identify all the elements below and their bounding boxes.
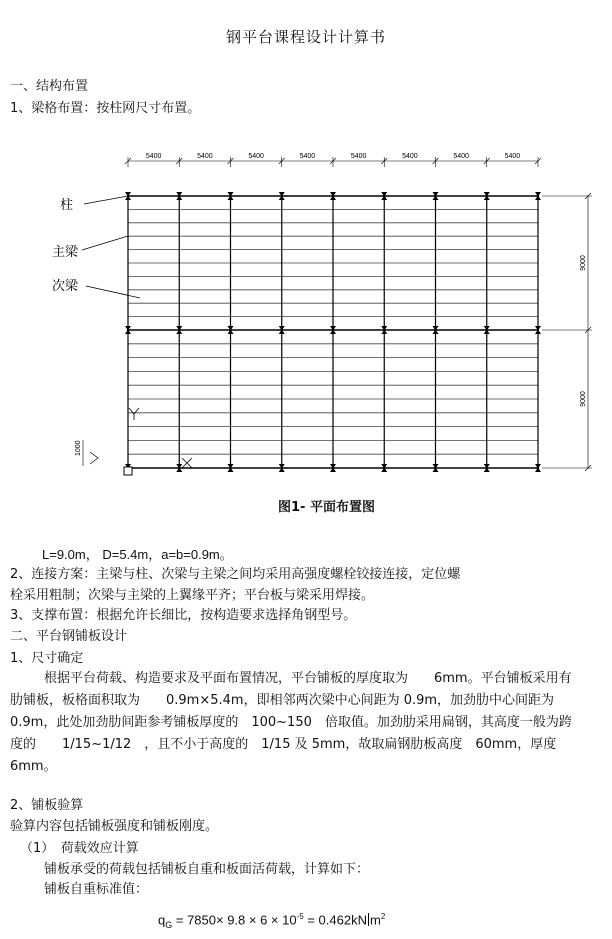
- figure-caption: 图1- 平面布置图: [278, 500, 375, 515]
- top-dimension-label: 5400: [248, 153, 264, 160]
- top-dimension-label: 5400: [197, 153, 213, 160]
- formula-result: = 0.462kN: [303, 912, 367, 928]
- top-dimension-label: 5400: [453, 153, 469, 160]
- section-1-item-1: 1、梁格布置：按柱网尺寸布置。: [10, 101, 201, 116]
- top-dimension-label: 5400: [145, 153, 162, 160]
- section-2-item-1: 1、尺寸确定: [10, 651, 84, 666]
- section-1-item-2-line-2: 栓采用粗制；次梁与主梁的上翼缘平齐；平台板与梁采用焊接。: [10, 588, 375, 603]
- section-2-item-2-desc: 验算内容包括铺板强度和铺板刚度。: [10, 819, 219, 834]
- section-2-item-2: 2、铺板验算: [10, 798, 84, 813]
- self-weight-formula: [158, 912, 385, 930]
- corner-column-detail: [124, 467, 132, 475]
- right-dimension-label: 9000: [580, 391, 587, 407]
- top-dimension-label: 5400: [299, 153, 316, 160]
- subsection-1-line-1: 铺板承受的荷载包括铺板自重和板面活荷载，计算如下：: [44, 862, 370, 877]
- subsection-1-line-2: 铺板自重标准值：: [44, 882, 149, 897]
- plan-layout-figure: [0, 140, 612, 490]
- leader-secondary-beam: [86, 286, 140, 298]
- detail-arrow: [90, 452, 98, 464]
- section-2-heading: 二、平台钢铺板设计: [10, 629, 128, 644]
- parameter-line: L=9.0m， D=5.4m，a=b=0.9m。: [42, 547, 233, 562]
- leader-column: [84, 196, 128, 204]
- subsection-1-heading: （1） 荷载效应计算: [20, 841, 139, 856]
- label-column: 柱: [60, 198, 74, 213]
- dimension-lines: [125, 157, 592, 471]
- section-1-heading: 一、结构布置: [10, 79, 89, 94]
- right-dimension-label: 9000: [580, 255, 587, 271]
- formula-exponent: -5: [296, 912, 304, 921]
- formula-subscript: G: [165, 919, 173, 930]
- section-2-paragraph-1: 根据平台荷载、构造要求及平面布置情况，平台铺板的厚度取为 6mm。平台铺板采用有肋铺板，板格面积取为 0.9m×5.4m，即相邻两次梁中心间距为 0.9m，加劲肋中心间距为 0.9m，此处加劲肋间距参考铺板厚度的 100~150 倍取值。加劲肋采用扁钢，其高度一般为跨度的 1/15~1/12 ，且不小于高度的 1/15 及 5mm，故取扁钢肋板高度 60mm，厚度 6mm。: [10, 671, 572, 774]
- bracing-symbol: [129, 408, 139, 420]
- document-title: 钢平台课程设计计算书: [225, 28, 386, 46]
- top-dimension-label: 5400: [402, 153, 418, 160]
- small-dimension-label: 1000: [75, 440, 82, 456]
- top-dimension-label: 5400: [350, 153, 367, 160]
- formula-divider: [368, 913, 369, 926]
- formula-unit-exponent: 2: [380, 912, 386, 921]
- formula-symbol: q: [158, 912, 166, 928]
- formula-unit: m: [369, 912, 381, 928]
- section-1-item-2-line-1: 2、连接方案：主梁与柱、次梁与主梁之间均采用高强度螺栓铰接连接，定位螺: [10, 567, 461, 582]
- bracing-cross-symbol: [182, 458, 192, 468]
- label-main-beam: 主梁: [52, 245, 79, 260]
- label-secondary-beam: 次梁: [52, 279, 79, 294]
- top-dimension-label: 5400: [504, 153, 521, 160]
- section-1-item-3: 3、支撑布置：根据允许长细比，按构造要求选择角钢型号。: [10, 608, 357, 623]
- leader-main-beam: [82, 236, 128, 250]
- formula-expression: = 7850× 9.8 × 6 × 10: [172, 912, 297, 928]
